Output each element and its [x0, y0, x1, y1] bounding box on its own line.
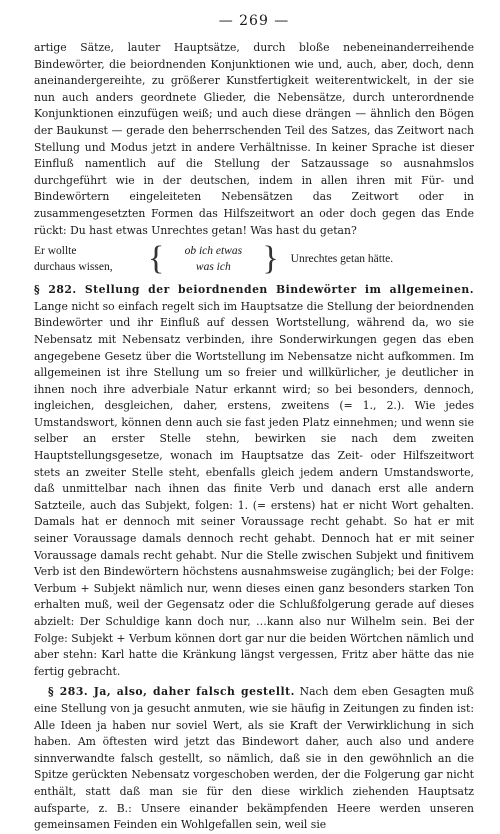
example-left-bottom: durchaus wissen,	[34, 261, 113, 274]
page-number: — 269 —	[218, 13, 290, 29]
close-brace: }	[262, 240, 279, 278]
example-mid-top: ob ich etwas	[184, 245, 243, 258]
example-construction	[34, 242, 474, 276]
example-left-top: Er wollte	[34, 245, 77, 258]
section-283	[34, 684, 474, 833]
section-282-body: Lange nicht so einfach regelt sich im Hauptsatze die Stellung der beiordnenden Bindewörter und ihr Einfluß auf dessen Wortstellung, während da, wo sie Nebensatz mit Nebensatz verbinden, ihre Sonderwirkungen gegen das eben angegebene Gesetz über die Wortstellung im Nebensatze nicht aufkommen. Im allgemeinen ist ihre Stellung um so freier und willkürlicher, je deutlicher in ihnen noch ihre adverbiale Natur erkannt wird; so bei besonders, dennoch, ingleichen, desgleichen, daher, erstens, zweitens (= 1., 2.). Wie jedes Umstandswort, können denn auch sie fast jeden Platz einnehmen; und wenn sie selber an erster Stelle stehn, bewirken sie nach dem zweiten Hauptstellungsgesetze, wonach im Hauptsatze das Zeit- oder Hilfszeitwort stets an zweiter Stelle steht, ebenfalls gleich jedem andern Umstandsworte, daß unmittelbar nach ihnen das finite Verb und danach erst alle andern Satzteile, auch das Subjekt, folgen: 1. (= erstens) hat er nicht Wort gehalten. Damals hat er dennoch mit seiner Voraussage recht gehabt. So hat er mit seiner Voraussage damals dennoch recht gehabt. Dennoch hat er mit seiner Voraussage damals recht gehabt. Nur die Stelle zwischen Subjekt und finitivem Verb ist den Bindewörtern höchstens ausnahmsweise zugänglich; bei der Folge: Verbum + Subjekt nämlich nur, wenn dieses einen ganz besonders starken Ton erhalten muß, weil der Gegensatz oder die Schlußfolgerung gerade auf dieses abzielt: Der Schuldige kann doch nur, …kann also nur Wilhelm sein. Bei der Folge: Subjekt + Verbum können dort gar nur die beiden Wörtchen nämlich und aber stehn: Karl hatte die Kränkung längst vergessen, Fritz aber hätte das nie fertig gebracht.	[34, 299, 474, 678]
section-283-body: Nach dem eben Gesagten muß eine Stellung von ja gesucht anmuten, wie sie häufig in Zeitungen zu finden ist: Alle Ideen ja haben nur soviel Wert, als sie Kraft der Verwirklichung in sich haben. Am öftesten wird jetzt das Bindewort daher, auch also und andere sinnverwandte falsch gestellt, so nämlich, daß sie in den gewöhnlich an die Spitze gerückten Nebensatz vorgeschoben werden, der die Folgerung gar nicht enthält, statt daß man sie für den diese wirklich ziehenden Hauptsatz aufsparte, z. B.: Unsere einander bekämpfenden Heere werden unseren gemeinsamen Feinden ein Wohlgefallen sein, weil sie	[34, 685, 474, 832]
example-middle	[168, 243, 258, 275]
example-right: Unrechtes getan hätte.	[290, 253, 394, 266]
section-283-heading: § 283. Ja, also, daher falsch gestellt.	[48, 685, 295, 699]
intro-paragraph: artige Sätze, lauter Hauptsätze, durch bloße nebeneinanderreihende Bindewörter, die beiordnenden Konjunktionen wie und, auch, aber, doch, denn aneinandergereihte, zu größerer Kunstfertigkeit weiterentwickelt, in der sie nun auch anders geordnete Glieder, die Nebensätze, durch unterordnende Konjunktionen einzufügen weiß; und auch diese drängen — ähnlich den Bögen der Baukunst — gerade den beherrschenden Teil des Satzes, das Zeitwort nach Stellung und Modus jetzt in andere Verhältnisse. In keiner Sprache ist dieser Einfluß namentlich auf die Stellung der Satzaussage so ausnahmslos durchgeführt wie in der deutschen, indem in allen ihren mit Für- und Bindewörtern eingeleiteten Nebensätzen das Zeitwort oder in zusammengesetzten Formen das Hilfszeitwort an oder doch gegen das Ende rückt: Du hast etwas Unrechtes getan! Was hast du getan?	[34, 41, 474, 237]
example-left	[34, 243, 144, 275]
open-brace: {	[148, 240, 165, 278]
book-page	[34, 10, 474, 832]
example-mid-bottom: was ich	[195, 261, 231, 274]
section-282	[34, 282, 474, 680]
section-282-heading: § 282. Stellung der beiordnenden Bindewörter im allgemeinen.	[34, 283, 474, 297]
